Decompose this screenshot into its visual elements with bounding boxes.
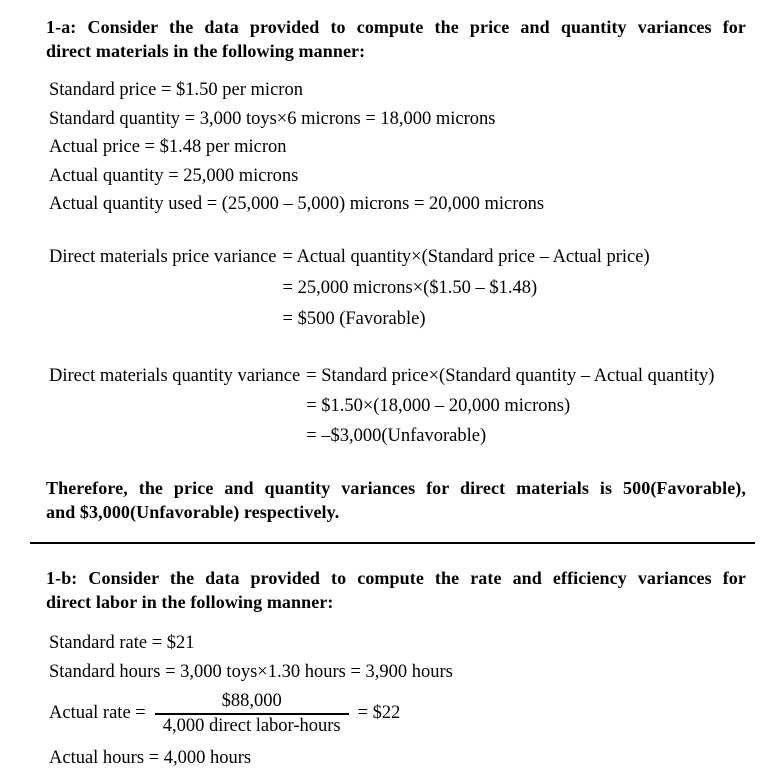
dm-quantity-variance-steps — [306, 361, 714, 451]
standard-hours-line: Standard hours = 3,000 toys×1.30 hours = 3,900 hours — [49, 661, 453, 682]
section-1a-heading-line2: direct materials in the following manner: — [46, 41, 366, 61]
rate-fraction — [155, 691, 349, 737]
section-1b-given-data — [46, 629, 756, 687]
actual-quantity-line: Actual quantity = 25,000 microns — [49, 165, 299, 186]
actual-quantity-used-line: Actual quantity used = (25,000 – 5,000) microns = 20,000 microns — [49, 194, 545, 214]
dm-quantity-variance-label: Direct materials quantity variance — [49, 365, 301, 386]
section-1b-heading-line2: direct labor in the following manner: — [46, 591, 334, 612]
section-1b-heading — [46, 566, 756, 614]
actual-hours-line: Actual hours = 4,000 hours — [49, 747, 252, 768]
conclusion-line2: and $3,000(Unfavorable) respectively. — [46, 501, 340, 522]
section-divider — [30, 542, 755, 544]
section-1a-heading-line1: 1-a: Consider the data provided to compute the price and quantity variances for — [46, 17, 746, 37]
dm-quantity-variance-substitution-line: = $1.50×(18,000 – 20,000 microns) — [306, 395, 571, 416]
standard-price-line: Standard price = $1.50 per micron — [49, 80, 303, 100]
dm-quantity-variance-formula-line: = Standard price×(Standard quantity – Actual quantity) — [306, 365, 715, 386]
dm-quantity-variance-result-line: = –$3,000(Unfavorable) — [306, 425, 487, 446]
actual-rate-label: Actual rate = — [49, 703, 146, 723]
dm-price-variance-steps — [283, 242, 650, 335]
dm-price-variance-formula-line: = Actual quantity×(Standard price – Actual price) — [282, 246, 650, 267]
actual-rate-result: = $22 — [357, 703, 401, 723]
dm-price-variance-equation — [46, 242, 756, 335]
rate-fraction-denominator: 4,000 direct labor-hours — [155, 713, 349, 737]
actual-price-line: Actual price = $1.48 per micron — [49, 137, 287, 157]
standard-quantity-line: Standard quantity = 3,000 toys×6 microns = 18,000 microns — [49, 108, 496, 129]
section-1a-given-data — [46, 76, 756, 219]
dm-price-variance-result-line: = $500 (Favorable) — [282, 308, 426, 329]
dm-price-variance-substitution-line: = 25,000 microns×($1.50 – $1.48) — [282, 277, 538, 298]
section-1b-heading-line1: 1-b: Consider the data provided to compute the rate and efficiency variances for — [46, 567, 746, 588]
actual-rate-line — [46, 691, 756, 737]
standard-rate-line: Standard rate = $21 — [49, 632, 195, 653]
dm-quantity-variance-equation — [46, 361, 756, 451]
dm-price-variance-label: Direct materials price variance — [49, 246, 277, 267]
rate-fraction-numerator: $88,000 — [221, 690, 282, 711]
section-1a-heading — [46, 15, 756, 63]
conclusion-line1: Therefore, the price and quantity variances for direct materials is 500(Favorable), — [46, 477, 746, 498]
section-1a-conclusion — [46, 476, 756, 524]
